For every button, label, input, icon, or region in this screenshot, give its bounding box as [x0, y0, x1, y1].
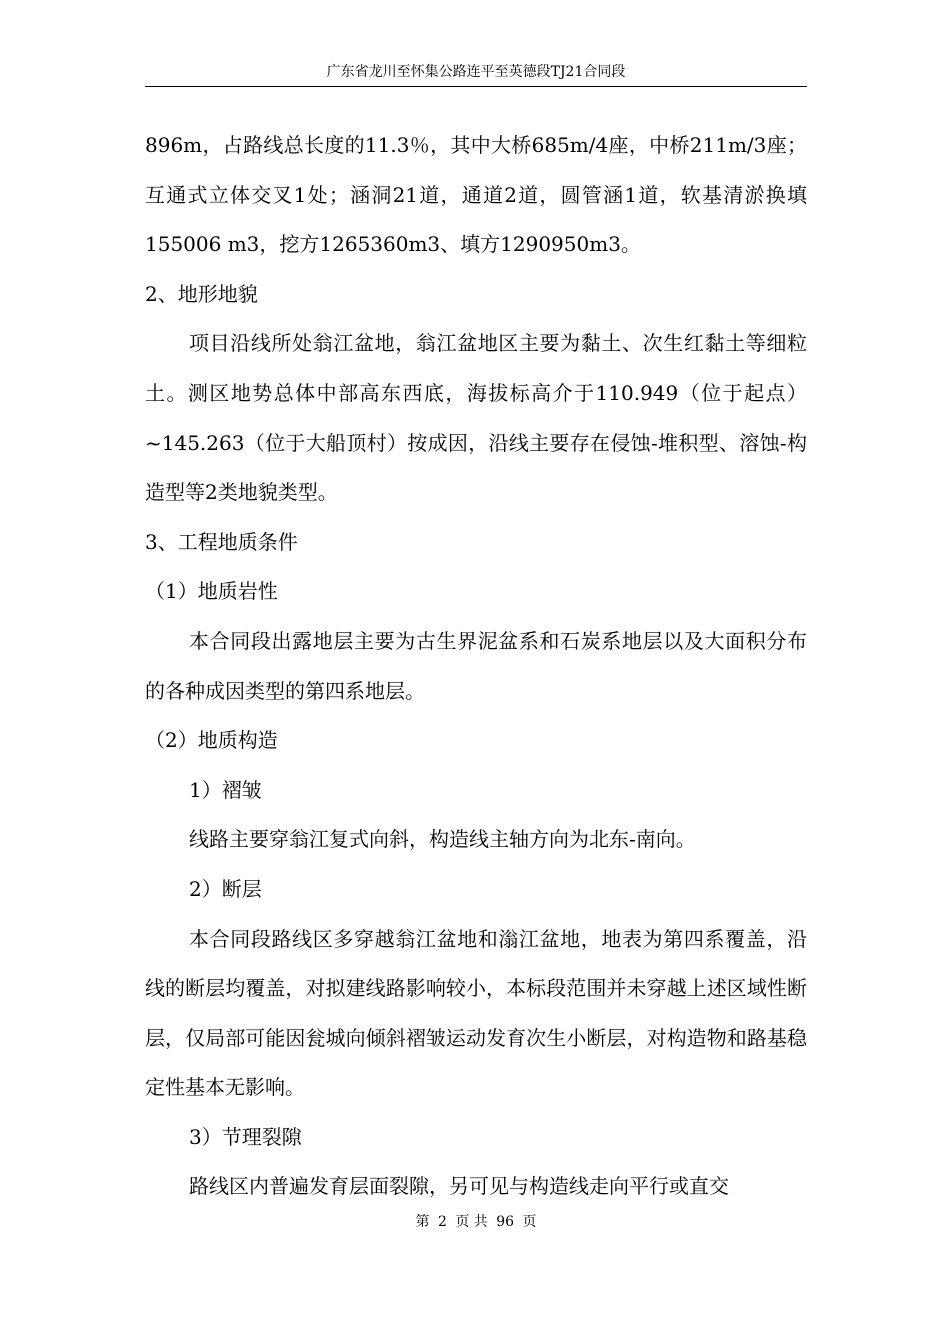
heading-folds: 1）褶皱	[189, 777, 262, 802]
heading-faults: 2）断层	[189, 876, 262, 901]
footer-middle: 页 共	[455, 1214, 488, 1230]
page-footer	[145, 1212, 807, 1232]
heading-geology-conditions: 3、工程地质条件	[145, 529, 298, 554]
heading-structure: （2）地质构造	[145, 728, 278, 753]
document-body	[145, 121, 807, 1212]
heading-lithology: （1）地质岩性	[145, 579, 278, 604]
footer-suffix: 页	[522, 1214, 537, 1230]
running-header: 广东省龙川至怀集公路连平至英德段TJ21合同段	[326, 64, 626, 80]
page-number: 2	[437, 1214, 447, 1230]
paragraph-lithology: 本合同段出露地层主要为古生界泥盆系和石炭系地层以及大面积分布的各种成因类型的第四系地层。	[145, 628, 807, 703]
page-total: 96	[496, 1214, 515, 1230]
paragraph-joints: 路线区内普遍发育层面裂隙，另可见与构造线走向平行或直交	[189, 1174, 729, 1199]
paragraph-terrain: 项目沿线所处翁江盆地，翁江盆地区主要为黏土、次生红黏土等细粒土。测区地势总体中部高东西底，海拔标高介于110.949（位于起点）~145.263（位于大船顶村）按成因，沿线主要存在侵蚀-堆积型、溶蚀-构造型等2类地貌类型。	[145, 331, 807, 505]
heading-joints: 3）节理裂隙	[189, 1124, 302, 1149]
paragraph-project-scale: 896m，占路线总长度的11.3％，其中大桥685m/4座，中桥211m/3座；互通式立体交叉1处；涵洞21道，通道2道，圆管涵1道，软基清淤换填155006 m3，挖方1265360m3、填方1290950m3。	[145, 133, 807, 257]
header-rule	[145, 86, 807, 87]
paragraph-folds: 线路主要穿翁江复式向斜，构造线主轴方向为北东-南向。	[189, 827, 696, 852]
footer-prefix: 第	[415, 1214, 430, 1230]
heading-terrain: 2、地形地貌	[145, 281, 258, 306]
paragraph-faults: 本合同段路线区多穿越翁江盆地和滃江盆地，地表为第四系覆盖，沿线的断层均覆盖，对拟建线路影响较小，本标段范围并未穿越上述区域性断层，仅局部可能因瓮城向倾斜褶皱运动发育次生小断层，对构造物和路基稳定性基本无影响。	[145, 926, 807, 1100]
